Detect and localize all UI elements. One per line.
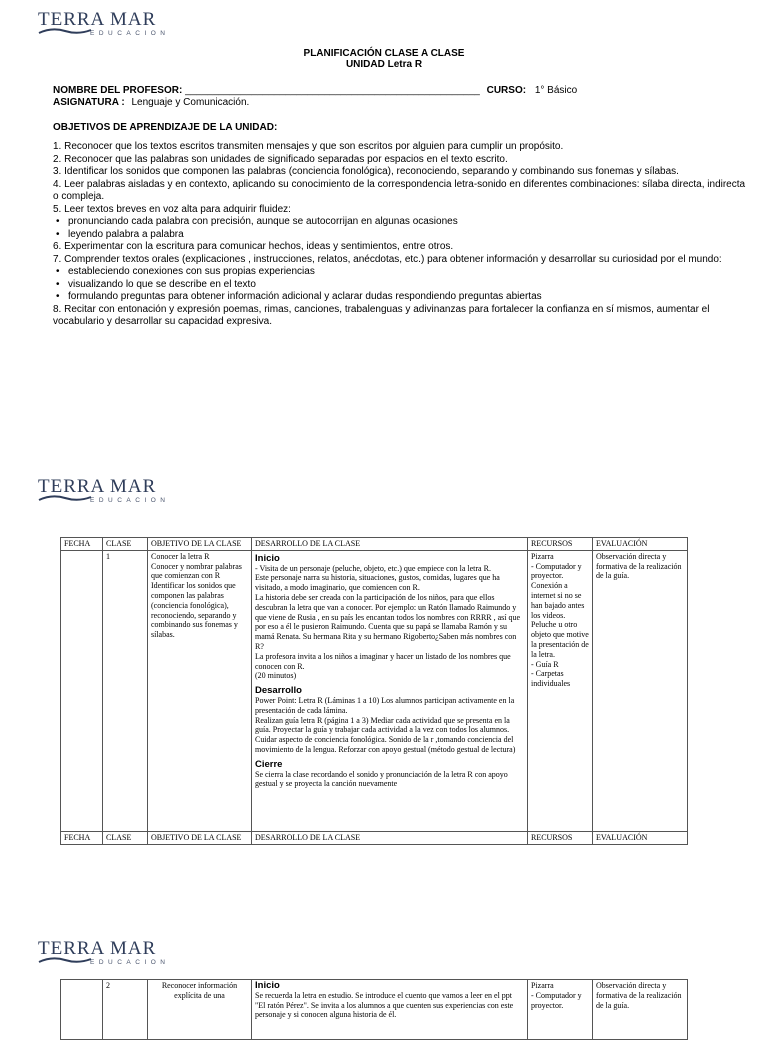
objectives-list [53, 141, 753, 329]
wave-icon [38, 27, 92, 35]
header-objetivo: OBJETIVO DE LA CLASE [148, 538, 252, 551]
terra-mar-logo: TERRA MAR EDUCACION [38, 9, 170, 37]
header-recursos: RECURSOS [528, 831, 593, 844]
page-title: PLANIFICACIÓN CLASE A CLASE [303, 48, 465, 59]
cierre-text: Se cierra la clase recordando el sonido y pronunciación de la letra R con apoyo gestual y se proyecta la canción nuevamente [255, 769, 508, 789]
inicio-title: Inicio [255, 552, 280, 564]
objective-bullet: • formulando preguntas para obtener información adicional y aclarar dudas respondiendo preguntas abiertas [53, 291, 753, 304]
header-recursos: RECURSOS [528, 538, 593, 551]
cell-desarrollo [252, 550, 528, 831]
cell-evaluacion: Observación directa y formativa de la realización de la guía. [593, 980, 688, 1040]
table-header-row [61, 538, 688, 551]
terra-mar-logo: TERRA MAR EDUCACION [38, 938, 170, 966]
inicio-text: - Visita de un personaje (peluche, objeto, etc.) que empiece con la letra R. Este personaje narra su historia, situaciones, gustos, comidas, lugares que ha visitado, a modo imaginario, que comiencen con R. La historia debe ser creada con la participación de los niños, para que ellos descubran la letra que van a conocer. Por ejemplo: un Ratón llamado Raimundo y que viene de Rusia , en su país les encantan todos los nombres con RRRR , así que por eso a él le pusieron Raimundo. Cuenta que su papá se llamaba Ramón y su mamá Renata. Su hermana Rita y su hermano Rigoberto¿Saben más nombres con R? La profesora invita a los niños a imaginar y hacer un listado de los nombres que conocen con R. (20 minutos) [255, 563, 521, 681]
inicio-text: Se recuerda la letra en estudio. Se introduce el cuento que vamos a leer en el ppt "El ratón Pérez". Se invita a los alumnos a que cuenten sus experiencias con este personaje y si conocen alguna historia de él. [255, 990, 514, 1020]
class-plan-table [60, 537, 688, 845]
desarrollo-title: Desarrollo [255, 685, 302, 697]
cell-fecha [61, 550, 103, 831]
header-clase: CLASE [103, 538, 148, 551]
objective-item: 3. Identificar los sonidos que componen las palabras (conciencia fonológica), reconociendo, separando y combinando sus fonemas y sílabas. [53, 166, 679, 177]
header-objetivo: OBJETIVO DE LA CLASE [148, 831, 252, 844]
cell-objetivo: Conocer la letra R Conocer y nombrar palabras que comienzan con R Identificar los sonidos que componen las palabras (conciencia fonológica), reconociendo, separando y combinando sus fonemas y sílabas. [148, 550, 252, 831]
inicio-title: Inicio [255, 980, 280, 991]
objective-item: 6. Experimentar con la escritura para comunicar hechos, ideas y sentimientos, entre otros. [53, 241, 454, 252]
cell-clase: 1 [103, 550, 148, 831]
cell-fecha [61, 980, 103, 1040]
subject-row: ASIGNATURA : Lenguaje y Comunicación. [53, 97, 250, 108]
cell-recursos: Pizarra - Computador y proyector. Conexión a internet si no se han bajado antes los videos. Peluche u otro objeto que motive la presentación de la letra. - Guía R - Carpetas individuales [528, 550, 593, 831]
objective-item: 1. Reconocer que los textos escritos transmiten mensajes y que son escritos por alguien para cumplir un propósito. [53, 141, 564, 152]
wave-icon [38, 956, 92, 964]
header-fecha: FECHA [61, 538, 103, 551]
cell-objetivo: Reconocer información explícita de una [148, 980, 252, 1040]
cell-recursos: Pizarra - Computador y proyector. [528, 980, 593, 1040]
objective-item: 5. Leer textos breves en voz alta para adquirir fluidez: [53, 203, 291, 215]
objective-bullet: • visualizando lo que se describe en el texto [53, 279, 753, 292]
header-fecha: FECHA [61, 831, 103, 844]
objective-item: 8. Recitar con entonación y expresión poemas, rimas, canciones, trabalenguas y adivinanzas para fortalecer la confianza en sí mismos, aumentar el vocabulario y desarrollar su capacidad expresiva. [53, 303, 710, 327]
table-header-row [61, 831, 688, 844]
terra-mar-logo: TERRA MAR EDUCACION [38, 476, 170, 504]
objectives-heading: OBJETIVOS DE APRENDIZAJE DE LA UNIDAD: [53, 122, 278, 133]
table-row [61, 550, 688, 831]
objective-item: 7. Comprender textos orales (explicaciones , instrucciones, relatos, anécdotas, etc.) para obtener información y desarrollar su curiosidad por el mundo: [53, 253, 722, 265]
objective-bullet: • estableciendo conexiones con sus propias experiencias [53, 266, 753, 279]
cell-evaluacion: Observación directa y formativa de la realización de la guía. [593, 550, 688, 831]
objective-bullet: • pronunciando cada palabra con precisión, aunque se autocorrijan en algunas ocasiones [53, 216, 753, 229]
table-row [61, 980, 688, 1040]
header-clase: CLASE [103, 831, 148, 844]
desarrollo-text: Power Point: Letra R (Láminas 1 a 10) Los alumnos participan activamente en la presentación de cada lámina. Realizan guía letra R (página 1 a 3) Mediar cada actividad que se presenta en la guía. Proyectar la guía y trabajar cada actividad a la vez con todos los alumnos. Cuidar aspecto de conciencia fonológica. Sonido de la r ,tomando conciencia del movimiento de la lengua. Reforzar con apoyo gestual (método gestual de lectura) [255, 695, 516, 754]
objective-bullet: • leyendo palabra a palabra [53, 229, 753, 242]
objective-item: 4. Leer palabras aisladas y en contexto, aplicando su conocimiento de la correspondencia letra-sonido en diferentes combinaciones: sílaba directa, indirecta o compleja. [53, 178, 746, 202]
header-desarrollo: DESARROLLO DE LA CLASE [252, 538, 528, 551]
unit-title: UNIDAD Letra R [345, 59, 423, 70]
teacher-row: NOMBRE DEL PROFESOR: _____________________________________________________ CURSO: 1° Básico [53, 85, 578, 96]
class-plan-table-2 [60, 979, 688, 1040]
cierre-title: Cierre [255, 758, 283, 770]
header-evaluacion: EVALUACIÓN [593, 538, 688, 551]
header-desarrollo: DESARROLLO DE LA CLASE [252, 831, 528, 844]
wave-icon [38, 494, 92, 502]
header-evaluacion: EVALUACIÓN [593, 831, 688, 844]
cell-desarrollo [252, 980, 528, 1040]
cell-clase: 2 [103, 980, 148, 1040]
objective-item: 2. Reconocer que las palabras son unidades de significado separadas por espacios en el texto escrito. [53, 153, 508, 165]
